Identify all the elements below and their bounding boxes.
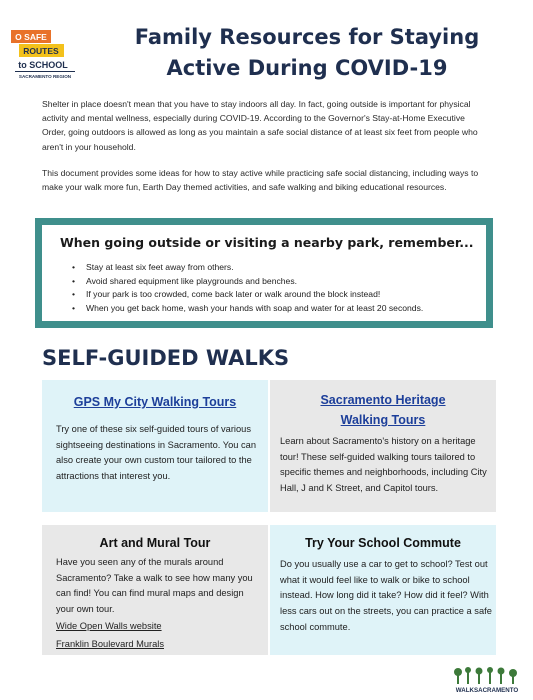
walk-sacramento-logo — [452, 664, 522, 696]
franklin-murals-link[interactable]: Franklin Boulevard Murals — [56, 639, 164, 649]
logo-line1: O SAFE — [15, 32, 47, 42]
list-item-text: Avoid shared equipment like playgrounds and benches. — [86, 275, 298, 286]
logo-line3: to SCHOOL — [18, 60, 68, 70]
art-mural-tour-body: Have you seen any of the murals around Sacramento? Take a walk to see how many you can find! You can find mural maps and design your own tour. — [56, 557, 253, 615]
page-title-line2: Active During COVID-19 — [166, 56, 448, 80]
footer-logo-text: WALKSACRAMENTO — [455, 687, 519, 694]
reminder-heading: When going outside or visiting a nearby park, remember... — [60, 235, 474, 250]
reminder-box — [35, 218, 493, 328]
logo-line4: SACRAMENTO REGION — [18, 74, 72, 79]
intro-paragraph-1: Shelter in place doesn't mean that you have to stay indoors all day. In fact, going outside is important for physical activity and mental wellness, especially during COVID-19. According to the Governor's Stay-at-Home Executive Order, going outdoors is allowed as long as you maintain a safe social distance of at least six feet from people who aren't in your household. — [42, 99, 478, 152]
gps-walking-tours-card — [42, 380, 268, 512]
bullet-icon: • — [72, 302, 76, 313]
list-item — [72, 288, 423, 302]
gps-walking-tours-link[interactable]: GPS My City Walking Tours — [73, 395, 237, 409]
wide-open-walls-link[interactable]: Wide Open Walls website — [56, 621, 162, 631]
bullet-icon: • — [72, 262, 76, 272]
gps-walking-tours-body: Try one of these six self-guided tours of various sightseeing destinations in Sacramento. You can also create your own custom tour tailored to the attractions that interest you. — [56, 424, 257, 482]
page-title — [90, 22, 524, 84]
list-item — [72, 275, 423, 289]
bullet-icon: • — [72, 275, 76, 286]
heritage-title-line1: Sacramento Heritage — [320, 393, 446, 407]
school-commute-body: Do you usually use a car to get to school? Test out what it would feel like to walk or bike to school instead. How long did it take? How did it feel? With less cars out on the streets, you can practice a safe school commute. — [280, 559, 492, 632]
heritage-walking-tours-card — [270, 380, 496, 512]
heritage-title-line2: Walking Tours — [340, 413, 426, 427]
bullet-icon: • — [72, 289, 76, 300]
list-item — [72, 261, 423, 275]
page-title-line1: Family Resources for Staying — [134, 25, 480, 49]
intro-paragraph-2: This document provides some ideas for how to stay active while practicing safe social distancing, including ways to make your walk more fun, Earth Day themed activities, and safe walking and biking educational resources. — [42, 168, 479, 193]
heritage-walking-tours-link[interactable] — [270, 390, 496, 430]
section-title: SELF-GUIDED WALKS — [42, 346, 290, 370]
list-item-text: Stay at least six feet away from others. — [86, 262, 234, 272]
list-item-text: If your park is too crowded, come back later or walk around the block instead! — [86, 289, 381, 300]
school-commute-card — [270, 525, 496, 655]
list-item-text: When you get back home, wash your hands with soap and water for at least 20 seconds. — [86, 302, 424, 313]
safe-routes-logo — [11, 30, 81, 80]
logo-line2: ROUTES — [23, 46, 59, 56]
heritage-walking-tours-body: Learn about Sacramento's history on a heritage tour! These self-guided walking tours tailored to specific themes and neighborhoods, including City Hall, J and K Street, and Capitol tours. — [280, 436, 487, 494]
art-mural-tour-card — [42, 525, 268, 655]
school-commute-title: Try Your School Commute — [305, 536, 461, 550]
list-item — [72, 302, 423, 316]
reminder-list — [72, 261, 423, 315]
art-mural-tour-title: Art and Mural Tour — [99, 536, 211, 550]
